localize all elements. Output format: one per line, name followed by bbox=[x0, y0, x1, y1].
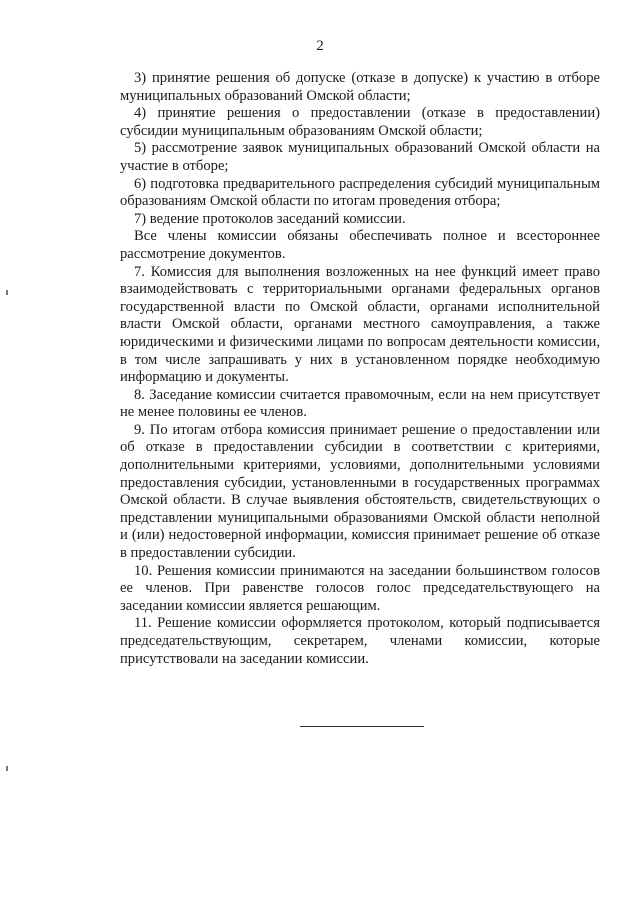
margin-mark bbox=[6, 290, 8, 295]
paragraph-item-7: 7) ведение протоколов заседаний комиссии. bbox=[134, 210, 406, 227]
margin-mark bbox=[6, 766, 8, 771]
paragraph-item-3: 3) принятие решения об допуске (отказе в допуске) к участию в отборе муниципальных образований Омской области; bbox=[120, 70, 600, 104]
page-number: 2 bbox=[316, 38, 324, 54]
closing-line bbox=[300, 726, 424, 727]
paragraph-clause-11: 11. Решение комиссии оформляется протоколом, который подписывается председательствующим, секретарем, членами комиссии, которые присутствовали на заседании комиссии. bbox=[120, 615, 600, 667]
paragraph-clause-10: 10. Решения комиссии принимаются на заседании большинством голосов ее членов. При равенстве голосов голос председательствующего на заседании комиссии является решающим. bbox=[120, 562, 600, 614]
paragraph-members-duty: Все члены комиссии обязаны обеспечивать полное и всестороннее рассмотрение документов. bbox=[120, 228, 600, 262]
paragraph-clause-8: 8. Заседание комиссии считается правомочным, если на нем присутствует не менее половины ее членов. bbox=[120, 386, 600, 421]
paragraph-clause-9: 9. По итогам отбора комиссия принимает решение о предоставлении или об отказе в предоставлении субсидии в соответствии с критериями, дополнительными критериями, условиями, дополнительными условиями предоставления субсидии, установленными в государственных программах Омской области. В случае выявления обстоятельств, свидетельствующих о представлении муниципальными образованиями Омской области неполной и (или) недостоверной информации, комиссия принимает решение об отказе в предоставлении субсидии. bbox=[120, 421, 600, 562]
paragraph-clause-7: 7. Комиссия для выполнения возложенных на нее функций имеет право взаимодействовать с территориальными органами федеральных органов государственной власти по Омской области, органами исполнительной власти Омской области, органами местного самоуправления, а также юридическими и физическими лицами по вопросам деятельности комиссии, в том числе запрашивать у них в установленном порядке необходимую информацию и документы. bbox=[120, 263, 600, 386]
paragraph-item-6: 6) подготовка предварительного распределения субсидий муниципальным образованиям Омской области по итогам проведения отбора; bbox=[120, 175, 600, 210]
document-body bbox=[120, 70, 600, 668]
paragraph-item-5: 5) рассмотрение заявок муниципальных образований Омской области на участие в отборе; bbox=[120, 140, 600, 174]
paragraph-item-4: 4) принятие решения о предоставлении (отказе в предоставлении) субсидии муниципальным образованиям Омской области; bbox=[120, 105, 600, 139]
